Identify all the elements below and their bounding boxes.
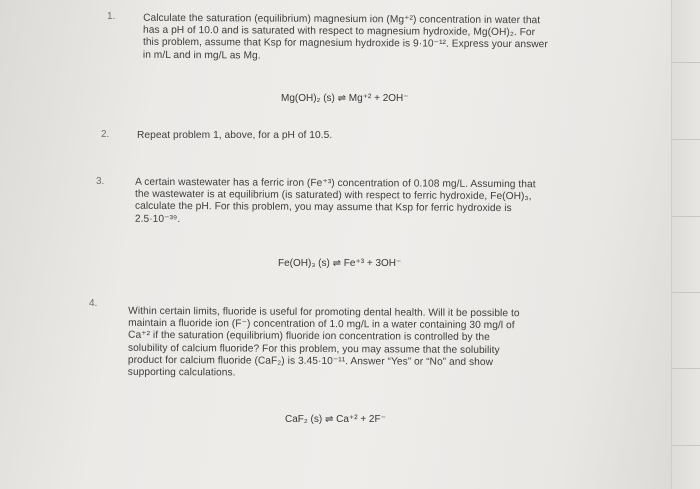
- problem-4-line: Within certain limits, fluoride is useful for promoting dental health. Will it be possible to: [128, 305, 520, 320]
- problem-4-line: Ca⁺² if the saturation (equilibrium) fluoride ion concentration is controlled by the: [128, 330, 490, 344]
- problem-3-line: the wastewater is at equilibrium (is saturated) with respect to ferric hydroxide, Fe(OH)₃,: [135, 188, 532, 203]
- problem-4-equation: CaF₂ (s) ⇌ Ca⁺² + 2F⁻: [285, 414, 386, 425]
- problem-2-line: Repeat problem 1, above, for a pH of 10.5.: [137, 130, 333, 141]
- problem-2-text: [137, 130, 332, 142]
- problem-4-line: maintain a fluoride ion (F⁻) concentration of 1.0 mg/L in a water containing 30 mg/l of: [128, 318, 515, 332]
- problem-1-number: 1.: [107, 11, 116, 22]
- problem-2-number: 2.: [101, 129, 110, 140]
- problem-3-number: 3.: [96, 176, 105, 187]
- page-edge: [671, 0, 700, 489]
- problem-4-line: supporting calculations.: [127, 366, 236, 379]
- problem-4-number: 4.: [89, 298, 98, 309]
- problem-1-line: Calculate the saturation (equilibrium) magnesium ion (Mg⁺²) concentration in water that: [143, 12, 541, 27]
- problem-1-text: [143, 13, 548, 64]
- problem-4-text: [128, 306, 520, 382]
- problem-1-equation: Mg(OH)₂ (s) ⇌ Mg⁺² + 2OH⁻: [281, 93, 409, 104]
- problem-3-line: calculate the pH. For this problem, you may assume that Ksp for ferric hydroxide is: [134, 201, 512, 215]
- problem-4-line: solubility of calcium fluoride? For this problem, you may assume that the solubility: [127, 342, 500, 356]
- problem-3-line: A certain wastewater has a ferric iron (Fe⁺³) concentration of 0.108 mg/L. Assuming that: [135, 176, 536, 191]
- problem-3-equation: Fe(OH)₃ (s) ⇌ Fe⁺³ + 3OH⁻: [278, 258, 402, 269]
- problem-1-line: has a pH of 10.0 and is saturated with respect to magnesium hydroxide, Mg(OH)₂. For: [143, 24, 536, 39]
- problem-3-line: 2.5·10⁻³⁹.: [134, 213, 181, 225]
- problem-1-line: in m/L and in mg/L as Mg.: [142, 49, 261, 62]
- problem-3-text: [135, 177, 536, 228]
- problem-1-line: this problem, assume that Ksp for magnesium hydroxide is 9·10⁻¹². Express your answer: [142, 37, 548, 51]
- problem-4-line: product for calcium fluoride (CaF₂) is 3.45·10⁻¹¹. Answer “Yes” or “No” and show: [127, 354, 494, 368]
